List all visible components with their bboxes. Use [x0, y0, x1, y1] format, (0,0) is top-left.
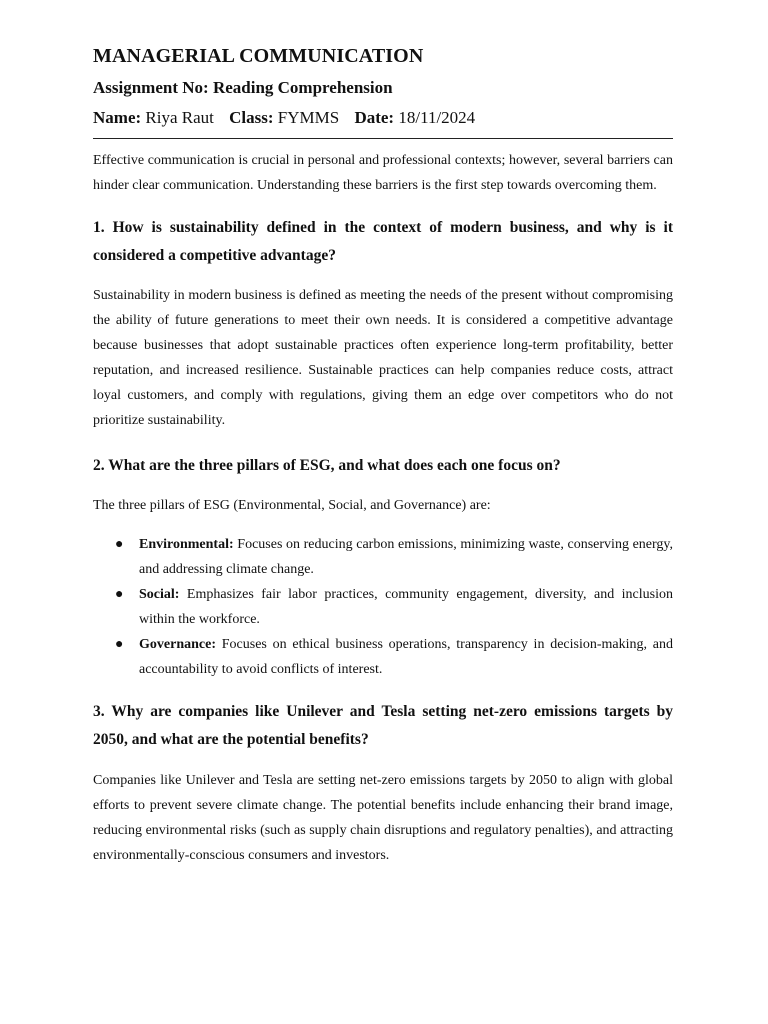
answer-2-intro: The three pillars of ESG (Environmental, Social, and Governance) are:	[93, 498, 491, 513]
answer-1: Sustainability in modern business is defined as meeting the needs of the present without compromising the ability of future generations to meet their own needs. It is considered a competitive advantage because businesses that adopt sustainable practices often experience long-term profitability, better reputation, and increased resilience. Sustainable practices can help companies reduce costs, attract loyal customers, and comply with regulations, giving them an edge over competitors who do not prioritize sustainability.	[93, 288, 673, 428]
pillar-term: Governance:	[139, 637, 216, 652]
class-value: FYMMS	[277, 108, 340, 127]
student-info-line	[93, 106, 673, 130]
question-1: 1. How is sustainability defined in the context of modern business, and why is it considered a competitive advantage?	[93, 219, 673, 264]
name-value: Riya Raut	[145, 108, 214, 127]
intro-paragraph: Effective communication is crucial in personal and professional contexts; however, several barriers can hinder clear communication. Understanding these barriers is the first step towards overcoming them.	[93, 153, 673, 193]
class-label: Class:	[229, 108, 274, 127]
answer-3: Companies like Unilever and Tesla are setting net-zero emissions targets by 2050 to align with global efforts to prevent severe climate change. The potential benefits include enhancing their brand image, reducing environmental risks (such as supply chain disruptions and regulatory penalties), and attracting environmentally-conscious consumers and investors.	[93, 773, 673, 863]
pillar-term: Environmental:	[139, 537, 234, 552]
pillar-description: Focuses on reducing carbon emissions, minimizing waste, conserving energy, and addressing climate change.	[139, 537, 673, 577]
date-label: Date:	[354, 108, 395, 127]
list-item	[93, 532, 673, 582]
list-item	[93, 632, 673, 682]
document-content	[93, 44, 673, 868]
question-3: 3. Why are companies like Unilever and Tesla setting net-zero emissions targets by 2050, and what are the potential benefits?	[93, 703, 673, 748]
name-label: Name:	[93, 108, 142, 127]
bullet-icon: ●	[115, 537, 124, 552]
date-value: 18/11/2024	[398, 108, 476, 127]
question-2: 2. What are the three pillars of ESG, and what does each one focus on?	[93, 457, 561, 474]
document-title: MANAGERIAL COMMUNICATION	[93, 45, 424, 67]
pillar-description: Focuses on ethical business operations, transparency in decision-making, and accountability to avoid conflicts of interest.	[139, 637, 673, 677]
bullet-icon: ●	[115, 587, 124, 602]
esg-pillars-list	[93, 532, 673, 682]
assignment-line: Assignment No: Reading Comprehension	[93, 78, 393, 97]
header-divider	[93, 138, 673, 139]
list-item	[93, 582, 673, 632]
bullet-icon: ●	[115, 637, 124, 652]
pillar-term: Social:	[139, 587, 180, 602]
pillar-description: Emphasizes fair labor practices, community engagement, diversity, and inclusion within the workforce.	[139, 587, 674, 627]
